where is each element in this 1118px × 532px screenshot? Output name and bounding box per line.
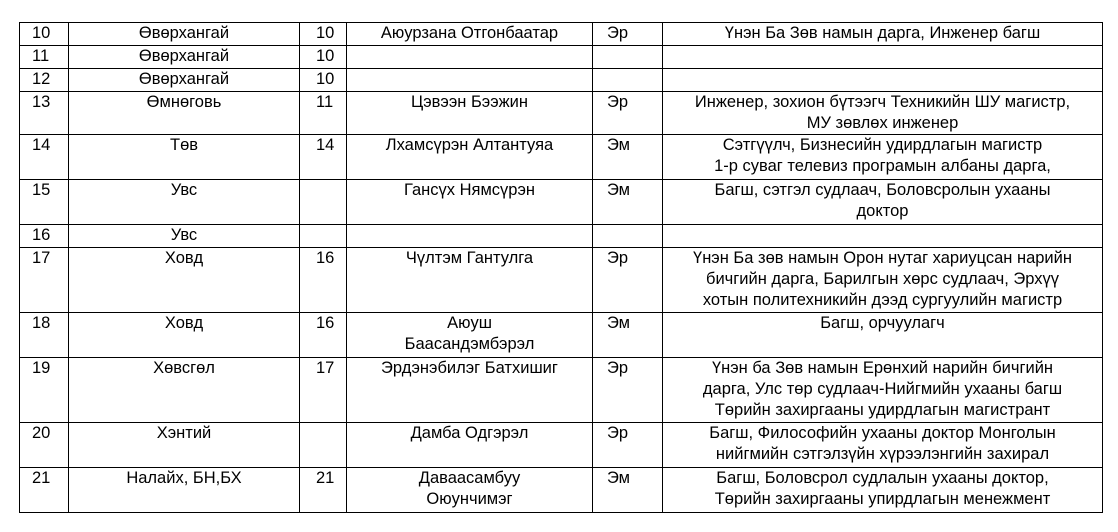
row-number-cell — [20, 313, 69, 358]
district-number-cell — [300, 180, 347, 225]
gender-text: Эр — [607, 359, 629, 377]
candidate-name-line: Эрдэнэбилэг Батхишиг — [381, 359, 558, 377]
table-row — [20, 92, 1103, 135]
province-cell — [69, 358, 300, 423]
table-row — [20, 23, 1103, 46]
description-line: 1-р суваг телевиз програмын албаны дарга, — [714, 157, 1051, 175]
row-number-cell — [20, 135, 69, 180]
description-line: Багш, Боловсрол судлалын ухааны доктор, — [716, 469, 1049, 487]
description-cell — [663, 23, 1103, 46]
candidate-name-cell — [347, 23, 593, 46]
description-line: Багш, сэтгэл судлаач, Боловсролын ухааны — [714, 181, 1051, 199]
row-number-text: 11 — [32, 47, 50, 65]
province-cell — [69, 135, 300, 180]
row-number-text: 12 — [32, 70, 51, 88]
gender-text: Эм — [607, 136, 631, 154]
candidate-name-cell — [347, 423, 593, 468]
province-text: Ховд — [164, 314, 204, 332]
candidate-table-container — [19, 22, 1103, 513]
candidate-name-line: Чүлтэм Гантулга — [405, 249, 534, 267]
district-number-cell — [300, 69, 347, 92]
table-row — [20, 468, 1103, 513]
table-row — [20, 69, 1103, 92]
description-line: МУ зөвлөх инженер — [806, 114, 959, 132]
district-number-cell — [300, 358, 347, 423]
gender-cell — [593, 180, 663, 225]
district-number-cell — [300, 313, 347, 358]
description-cell — [663, 248, 1103, 313]
row-number-cell — [20, 468, 69, 513]
province-text: Төв — [169, 136, 199, 154]
table-row — [20, 225, 1103, 248]
province-cell — [69, 23, 300, 46]
district-number-cell — [300, 46, 347, 69]
district-number-text: 10 — [316, 47, 335, 65]
candidate-name-line: Лхамсүрэн Алтантуяа — [385, 136, 554, 154]
description-cell — [663, 46, 1103, 69]
district-number-text: 16 — [316, 314, 335, 332]
description-line: Төрийн захиргааны удирдлагын магистрант — [714, 401, 1051, 419]
table-row — [20, 248, 1103, 313]
row-number-text: 13 — [32, 93, 51, 111]
description-cell — [663, 135, 1103, 180]
province-text: Увс — [170, 181, 198, 199]
description-cell — [663, 313, 1103, 358]
province-text: Хөвсгөл — [153, 359, 215, 377]
candidate-name-line: Аюуш — [447, 314, 492, 332]
gender-cell — [593, 92, 663, 135]
district-number-text: 10 — [316, 70, 335, 88]
candidate-name-cell — [347, 313, 593, 358]
description-cell — [663, 468, 1103, 513]
gender-cell — [593, 46, 663, 69]
description-cell — [663, 358, 1103, 423]
district-number-text: 14 — [316, 136, 335, 154]
row-number-cell — [20, 248, 69, 313]
row-number-text: 20 — [32, 424, 51, 442]
candidate-name-cell — [347, 468, 593, 513]
gender-cell — [593, 69, 663, 92]
row-number-cell — [20, 358, 69, 423]
gender-text: Эр — [607, 93, 629, 111]
district-number-cell — [300, 468, 347, 513]
district-number-text: 11 — [316, 93, 334, 111]
candidate-name-line: Цэвээн Бээжин — [411, 93, 528, 111]
district-number-text: 21 — [316, 469, 335, 487]
gender-cell — [593, 225, 663, 248]
district-number-cell — [300, 92, 347, 135]
description-line: Багш, орчуулагч — [820, 314, 945, 332]
candidate-name-cell — [347, 92, 593, 135]
description-line: Төрийн захиргааны упирдлагын менежмент — [714, 490, 1051, 508]
row-number-text: 19 — [32, 359, 51, 377]
candidate-name-line: Дамба Одгэрэл — [410, 424, 529, 442]
province-text: Өвөрхангай — [138, 47, 230, 65]
table-row — [20, 313, 1103, 358]
province-cell — [69, 92, 300, 135]
candidate-table — [19, 22, 1103, 513]
candidate-name-cell — [347, 180, 593, 225]
candidate-name-line: Гансүх Нямсүрэн — [403, 181, 536, 199]
district-number-cell — [300, 423, 347, 468]
province-text: Ховд — [164, 249, 204, 267]
table-row — [20, 46, 1103, 69]
description-line: Үнэн ба Зөв намын Ерөнхий нарийн бичгийн — [711, 359, 1054, 377]
province-cell — [69, 423, 300, 468]
candidate-name-cell — [347, 225, 593, 248]
province-cell — [69, 69, 300, 92]
gender-text: Эр — [607, 24, 629, 42]
gender-cell — [593, 358, 663, 423]
district-number-cell — [300, 225, 347, 248]
description-line: бичгийн дарга, Барилгын хөрс судлаач, Эрхүү — [706, 270, 1059, 288]
row-number-cell — [20, 23, 69, 46]
province-cell — [69, 46, 300, 69]
gender-text: Эм — [607, 314, 631, 332]
candidate-name-cell — [347, 46, 593, 69]
description-cell — [663, 225, 1103, 248]
table-row — [20, 358, 1103, 423]
description-line: дарга, Улс төр судлаач-Нийгмийн ухааны багш — [702, 380, 1063, 398]
district-number-text: 17 — [316, 359, 335, 377]
table-row — [20, 135, 1103, 180]
district-number-cell — [300, 23, 347, 46]
description-line: Сэтгүүлч, Бизнесийн удирдлагын магистр — [722, 136, 1043, 154]
gender-text: Эм — [607, 469, 631, 487]
province-cell — [69, 313, 300, 358]
district-number-text: 10 — [316, 24, 335, 42]
row-number-cell — [20, 423, 69, 468]
row-number-text: 21 — [32, 469, 51, 487]
description-line: Инженер, зохион бүтээгч Техникийн ШУ магистр, — [694, 93, 1071, 111]
gender-cell — [593, 248, 663, 313]
description-line: Үнэн Ба зөв намын Орон нутаг хариуцсан нарийн — [693, 249, 1072, 267]
description-cell — [663, 423, 1103, 468]
candidate-name-cell — [347, 248, 593, 313]
candidate-name-cell — [347, 358, 593, 423]
row-number-cell — [20, 46, 69, 69]
candidate-name-line: Оюунчимэг — [426, 490, 513, 508]
gender-cell — [593, 468, 663, 513]
table-row — [20, 180, 1103, 225]
candidate-name-line: Даваасамбуу — [418, 469, 521, 487]
gender-cell — [593, 313, 663, 358]
row-number-cell — [20, 225, 69, 248]
gender-cell — [593, 23, 663, 46]
district-number-cell — [300, 135, 347, 180]
province-text: Увс — [170, 226, 198, 244]
row-number-text: 14 — [32, 136, 51, 154]
row-number-text: 16 — [32, 226, 51, 244]
description-line: Үнэн Ба Зөв намын дарга, Инженер багш — [724, 24, 1041, 42]
description-line: нийгмийн сэтгэлзүйн хүрээлэнгийн захирал — [715, 445, 1050, 463]
gender-text: Эр — [607, 249, 629, 267]
row-number-text: 17 — [32, 249, 51, 267]
candidate-name-cell — [347, 69, 593, 92]
province-text: Хэнтий — [156, 424, 212, 442]
row-number-text: 15 — [32, 181, 51, 199]
description-line: Багш, Философийн ухааны доктор Монголын — [709, 424, 1056, 442]
description-cell — [663, 180, 1103, 225]
candidate-name-cell — [347, 135, 593, 180]
province-text: Өвөрхангай — [138, 70, 230, 88]
gender-text: Эм — [607, 181, 631, 199]
description-cell — [663, 69, 1103, 92]
description-line: доктор — [856, 202, 909, 220]
district-number-text: 16 — [316, 249, 335, 267]
district-number-cell — [300, 248, 347, 313]
province-text: Налайх, БН,БХ — [126, 469, 242, 487]
province-cell — [69, 248, 300, 313]
description-cell — [663, 92, 1103, 135]
row-number-cell — [20, 92, 69, 135]
province-cell — [69, 468, 300, 513]
gender-cell — [593, 423, 663, 468]
gender-cell — [593, 135, 663, 180]
row-number-cell — [20, 69, 69, 92]
gender-text: Эр — [607, 424, 629, 442]
row-number-text: 10 — [32, 24, 51, 42]
province-cell — [69, 225, 300, 248]
row-number-text: 18 — [32, 314, 51, 332]
description-line: хотын политехникийн дээд сургуулийн магистр — [702, 291, 1063, 309]
candidate-name-line: Аюурзана Отгонбаатар — [380, 24, 559, 42]
table-row — [20, 423, 1103, 468]
province-text: Өмнөговь — [146, 93, 222, 111]
row-number-cell — [20, 180, 69, 225]
candidate-name-line: Баасандэмбэрэл — [404, 335, 535, 353]
province-cell — [69, 180, 300, 225]
province-text: Өвөрхангай — [138, 24, 230, 42]
